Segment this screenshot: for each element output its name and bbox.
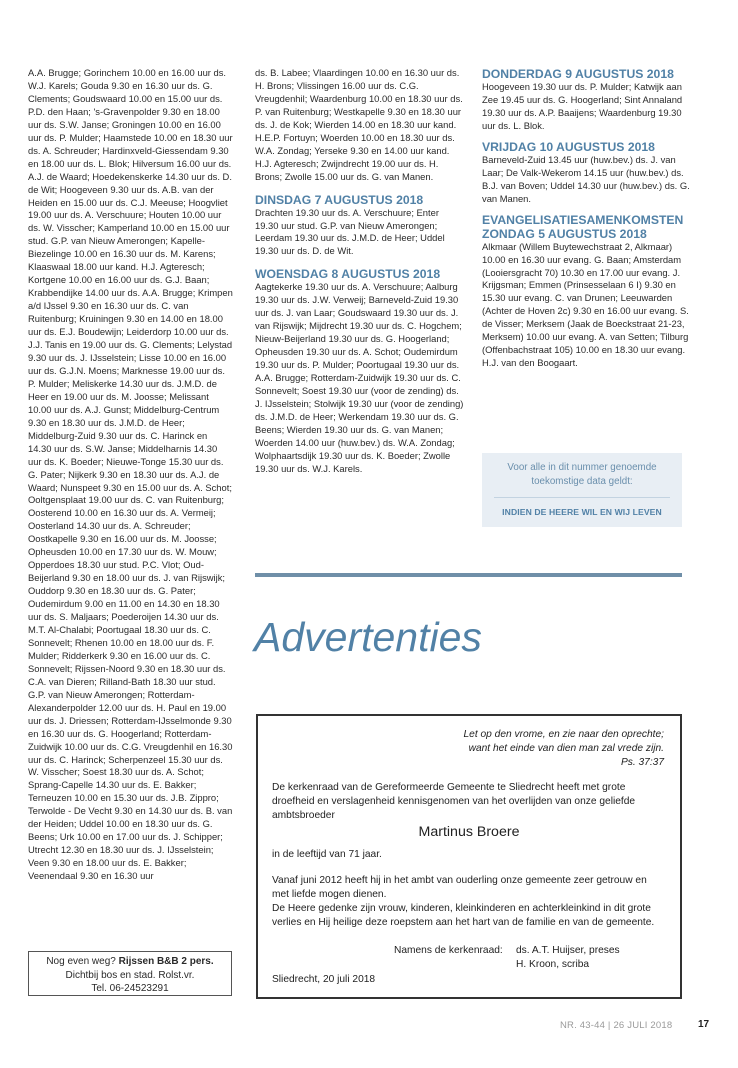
- column-2: [255, 67, 465, 476]
- classified-ad: [28, 951, 232, 996]
- obituary-intro: De kerkenraad van de Gereformeerde Gemeente te Sliedrecht heeft met grote droefheid en verslagenheid kennisgenomen van het overlijden van onze geliefde ambtsbroeder: [272, 782, 636, 821]
- service-listing-text: A.A. Brugge; Gorinchem 10.00 en 16.00 uur ds. W.J. Karels; Gouda 9.30 en 16.30 uur ds. G. Clements; Goudswaard 10.00 en 15.00 uur ds. P.D. den Haan; 's-Gravenpolder 9.30 en 18.00 uur ds. S.W. Janse; Groningen 10.00 en 16.00 uur ds. P. Mulder; Haamstede 10.00 en 18.30 uur ds. A. Schreuder; Hardinxveld-Giessendam 9.30 en 18.00 uur ds. L. Blok; Hilversum 16.00 uur ds. A.J. de Waard; Hoedekenskerke 14.30 uur ds. D. de Wit; Hoogeveen 9.30 uur ds. A.B. van der Heiden en 15.00 uur ds. C.J. Meeuse; Hoogvliet 19.00 uur ds. A. Verschuure; Houten 10.00 uur ds. W. Visscher; Kamperland 10.00 en 15.00 uur stud. G.P. van Nieuw Amerongen; Kapelle-Biezelinge 10.00 en 16.30 uur ds. M. Karens; Klaaswaal 18.00 uur kand. H.J. Agteresch; Kortgene 10.00 en 16.00 uur ds. G.J. Baan; Krabbendijke 14.00 uur ds. A.A. Brugge; Krimpen a/d IJssel 9.30 en 16.30 uur ds. C. van Ruitenburg; Kruiningen 9.30 en 14.00 en 18.00 uur ds. E.J. Boudewijn; Leiderdorp 10.00 uur ds. J.J. Tanis en 19.00 uur ds. G. Clements; Lelystad 9.30 uur ds. J. IJsselstein; Lisse 10.00 en 16.00 uur ds. G.J.N. Moens; Marknesse 19.00 uur ds. P. Mulder; Meliskerke 14.30 uur ds. J.M.D. de Heer en 19.00 uur ds. M. Joosse; Melissant 10.00 uur ds. A.J. Gunst; Middelburg-Centrum 9.30 en 18.30 uur ds. J.M.D. de Heer; Middelburg-Zuid 9.30 uur ds. C. Harinck en 14.30 uur ds. S.W. Janse; Middelharnis 14.30 uur ds. K. Boeder; Nieuwe-Tonge 15.30 uur ds. G. Pater; Nijkerk 9.30 en 18.30 uur ds. A.J. de Waard; Nunspeet 9.30 en 15.00 uur ds. A. Schot; Ooltgensplaat 19.00 uur ds. C. van Ruitenburg; Oosterend 10.00 en 16.30 uur ds. A. Vermeij; Oosterland 14.30 uur ds. A. Schreuder; Oostkapelle 9.30 en 16.00 uur ds. M. Joosse; Opheusden 10.00 en 17.30 uur ds. W. Mouw; Opperdoes 18.30 uur stud. P.C. Vlot; Oud-Beijerland 9.30 en 18.00 uur ds. J. van Rijswijk; Ouddorp 9.30 en 18.30 uur ds. G. Pater; Oudemirdum 9.00 en 11.00 en 14.30 en 18.30 uur ds. S. Maljaars; Poederoijen 14.30 uur ds. M.T. Al-Chalabi; Poortugaal 18.30 uur ds. C. Sonnevelt; Rhenen 10.00 en 18.00 uur ds. F. Mulder; Ridderkerk 9.30 en 16.00 uur ds. C. Sonnevelt; Rijssen-Noord 9.30 en 18.30 uur ds. C.A. van Dieren; Rilland-Bath 18.30 uur stud. G.P. van Nieuw Amerongen; Rotterdam-Alexanderpolder 12.00 uur ds. H. Paul en 19.00 uur ds. J. Driessen; Rotterdam-IJsselmonde 9.30 en 16.30 uur ds. G. Hoogerland; Rotterdam-Zuidwijk 10.00 uur ds. C.G. Vreugdenhil en 16.30 uur ds. C. Harinck; Scherpenzeel 15.30 uur ds. W. Visscher; Soest 18.30 uur ds. A. Schot; Sprang-Capelle 14.30 uur ds. E. Bakker; Terneuzen 10.00 en 15.30 uur ds. J.B. Zippro; Terwolde - De Vecht 9.30 en 14.30 uur ds. B. van der Heiden; Uddel 10.00 en 18.30 uur ds. G. Beens; Urk 10.00 en 17.00 uur ds. J. Schipper; Utrecht 12.30 en 18.30 uur ds. J. IJsselstein; Veen 9.30 en 18.00 uur ds. E. Bakker; Veenendaal 9.30 en 16.30 uur: [28, 67, 233, 882]
- thursday-services: Hoogeveen 19.30 uur ds. P. Mulder; Katwijk aan Zee 19.45 uur ds. G. Hoogerland; Sint Annaland 19.30 uur ds. A.P. Baaijens; Waardenburg 19.30 uur ds. L. Blok.: [482, 81, 683, 131]
- evangelisation-services: Alkmaar (Willem Buytewechstraat 2, Alkmaar) 10.00 en 16.30 uur evang. G. Baan; Amsterdam (Looiersgracht 70) 10.30 en 17.00 uur evang. J. Krijgsman; Emmen (Prinsesselaan 6 I) 9.30 en 15.30 uur evang. C. van Drunen; Leeuwarden (Achter de Hoven 2c) 9.30 en 16.00 uur evang. S. de Visser; Merksem (Jaak de Boeckstraat 21-23, Merksem) 10.00 uur evang. A. van Setten; Tilburg (Offenbachstraat 105) 10.00 en 18.30 uur evang. H.J. van den Boogaart.: [482, 240, 689, 369]
- tuesday-services: Drachten 19.30 uur ds. A. Verschuure; Enter 19.30 uur stud. G.P. van Nieuw Amerongen; Leerdam 19.30 uur ds. J.M.D. de Heer; Uddel 19.30 uur ds. D. de Wit.: [255, 206, 445, 257]
- signed-label: Namens de kerkenraad:: [394, 945, 503, 956]
- classified-line-2: Dichtbij bos en stad. Rolst.vr.: [65, 969, 195, 981]
- obituary-service: Vanaf juni 2012 heeft hij in het ambt van ouderling onze gemeente zeer getrouw en met liefde mogen dienen.: [272, 875, 647, 900]
- quote-line-2: want het einde van dien man zal vrede zijn.: [468, 742, 664, 754]
- quote-reference: Ps. 37:37: [620, 756, 664, 768]
- bible-quote: [464, 728, 665, 769]
- signer-2: H. Kroon, scriba: [516, 959, 590, 970]
- column-1: [28, 67, 233, 883]
- classified-prefix: Nog even weg?: [46, 956, 116, 967]
- classified-bold: Rijssen B&B 2 pers.: [118, 956, 214, 967]
- wednesday-heading: WOENSDAG 8 AUGUSTUS 2018: [255, 267, 441, 282]
- evangelisation-date-heading: ZONDAG 5 AUGUSTUS 2018: [482, 226, 647, 241]
- place-date: Sliedrecht, 20 juli 2018: [272, 974, 376, 985]
- classified-line-1: [29, 955, 231, 969]
- notice-text: Voor alle in dit nummer genoemde toekomstige data geldt:: [507, 462, 657, 487]
- issue-info: NR. 43-44 | 26 JULI 2018: [560, 1020, 673, 1031]
- tuesday-heading: DINSDAG 7 AUGUSTUS 2018: [255, 192, 424, 207]
- deceased-age: in de leeftijd van 71 jaar.: [272, 849, 382, 860]
- section-divider: [255, 573, 682, 577]
- section-title: Advertenties: [254, 614, 482, 660]
- service-listing-text: ds. B. Labee; Vlaardingen 10.00 en 16.30 uur ds. H. Brons; Vlissingen 16.00 uur ds. C.G. Vreugdenhil; Waardenburg 10.00 en 18.30 uur ds. P. van Ruitenburg; Westkapelle 9.30 en 18.30 uur ds. J. de Kok; Wierden 14.00 en 18.30 uur kand. H.E.P. Fortuyn; Woerden 10.00 en 18.30 uur ds. W.A. Zondag; Yerseke 9.30 en 14.00 uur kand. H.J. Agteresch; Zwijndrecht 19.00 uur ds. H. Brons; Zwolle 15.00 uur ds. G. van Manen.: [255, 67, 463, 182]
- obituary-wish: De Heere gedenke zijn vrouw, kinderen, kleinkinderen en achterkleinkind in dit grote verlies en Hij heilige deze roepstem aan het hart van de familie en van de gemeente.: [272, 903, 655, 928]
- signer-1: ds. A.T. Huijser, preses: [516, 945, 620, 956]
- page-number: 17: [698, 1019, 710, 1030]
- column-3: [482, 67, 692, 370]
- quote-line-1: Let op den vrome, en zie naar den oprechte;: [463, 729, 664, 740]
- notice-box: [482, 453, 682, 527]
- friday-services: Barneveld-Zuid 13.45 uur (huw.bev.) ds. J. van Laar; De Valk-Wekerom 14.15 uur (huw.bev.) ds. B.J. van Boven; Uddel 14.30 uur (huw.bev.) ds. G. van Manen.: [482, 153, 690, 204]
- notice-bold-text: INDIEN DE HEERE WIL EN WIJ LEVEN: [502, 507, 662, 517]
- thursday-heading: DONDERDAG 9 AUGUSTUS 2018: [482, 67, 674, 81]
- deceased-name: Martinus Broere: [418, 824, 520, 840]
- notice-divider: [494, 497, 670, 498]
- classified-phone: Tel. 06-24523291: [91, 983, 169, 994]
- obituary-ad: [256, 714, 682, 999]
- evangelisation-heading: EVANGELISATIESAMENKOMSTEN: [482, 212, 684, 227]
- wednesday-services: Aagtekerke 19.30 uur ds. A. Verschuure; Aalburg 19.30 uur ds. J.W. Verweij; Barneveld-Zuid 19.30 uur ds. J. van Laar; Goudswaard 19.30 uur ds. J. van Rijswijk; Mijdrecht 19.30 uur ds. C. Hogchem; Nieuw-Beijerland 19.30 uur ds. G. Hoogerland; Opheusden 19.30 uur ds. A. Schot; Oudemirdum 19.30 uur ds. P. Mulder; Poortugaal 19.30 uur ds. A.A. Brugge; Rotterdam-Zuidwijk 19.30 uur ds. C. Sonnevelt; Soest 19.30 uur (voor de zending) ds. J. IJsselstein; Stolwijk 19.30 uur (voor de zending) ds. J.M.D. de Heer; Werkendam 19.30 uur ds. G. Beens; Wierden 19.30 uur ds. G. van Manen; Woerden 14.00 uur (huw.bev.) ds. W.A. Zondag; Wolphaartsdijk 19.30 uur ds. K. Boeder; Zwolle 19.30 uur ds. W.J. Karels.: [255, 281, 464, 474]
- friday-heading: VRIJDAG 10 AUGUSTUS 2018: [482, 139, 655, 154]
